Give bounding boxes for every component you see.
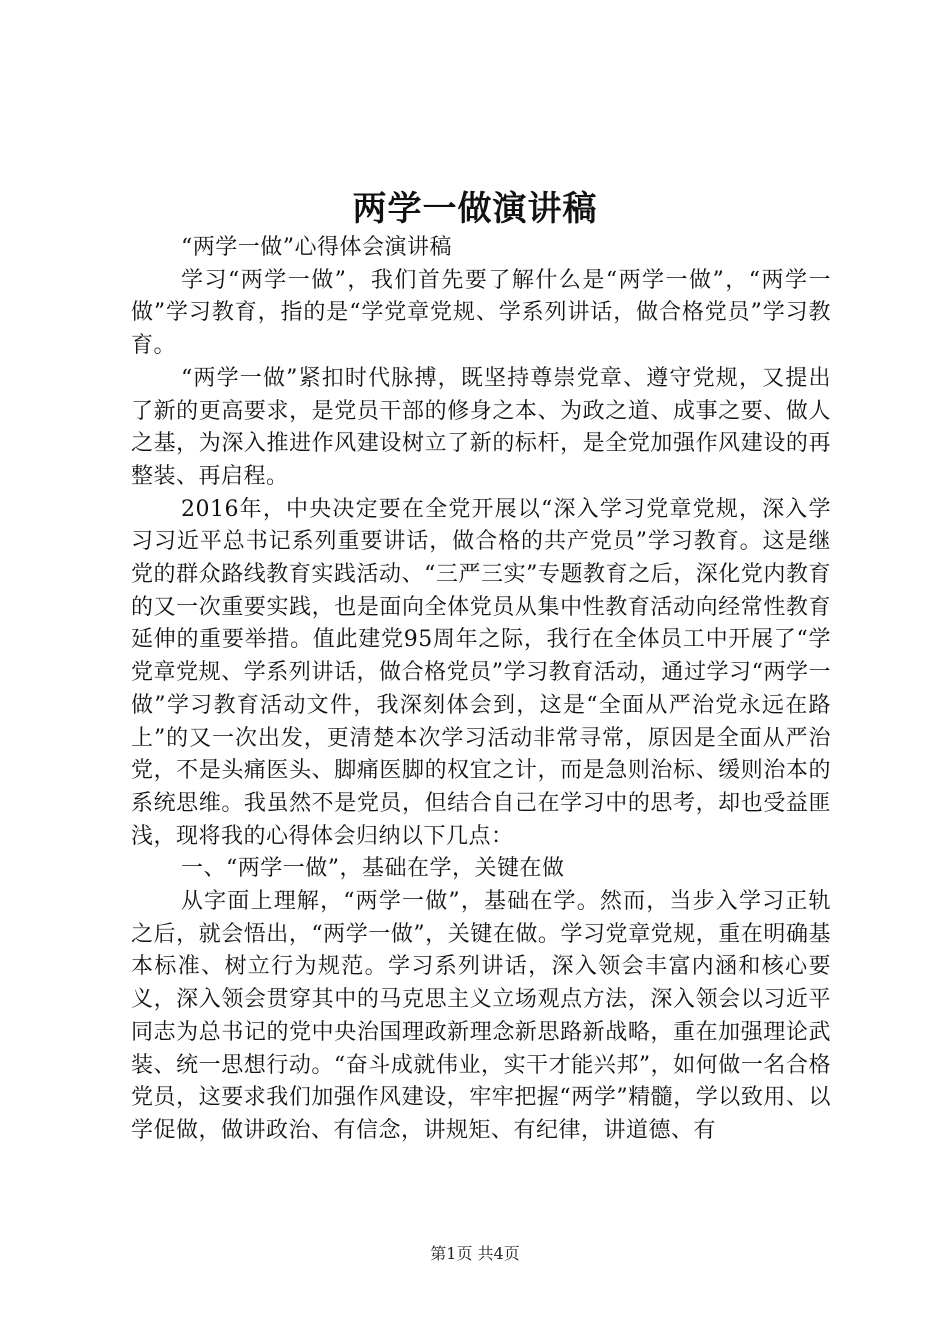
document-title: 两学一做演讲稿 xyxy=(352,189,598,229)
page-footer: 第1页 共4页 xyxy=(430,1244,520,1263)
paragraph: 从字面上理解，“两学一做”，基础在学。然而，当步入学习正轨之后，就会悟出，“两学一做”，关键在做。学习党章党规，重在明确基本标准、树立行为规范。学习系列讲话，深入领会丰富内涵和核心要义，深入领会贯穿其中的马克思主义立场观点方法，深入领会以习近平同志为总书记的党中央治国理政新理念新思路新战略，重在加强理论武装、统一思想行动。“奋斗成就伟业，实干才能兴邦”，如何做一名合格党员，这要求我们加强作风建设，牢牢把握“两学”精髓，学以致用、以学促做，做讲政治、有信念，讲规矩、有纪律，讲道德、有 xyxy=(131,889,831,1143)
document-body xyxy=(131,232,831,1148)
paragraph-subtitle: “两学一做”心得体会演讲稿 xyxy=(181,235,452,260)
paragraph: “两学一做”紧扣时代脉搏，既坚持尊崇党章、遵守党规，又提出了新的更高要求，是党员干部的修身之本、为政之道、成事之要、做人之基，为深入推进作风建设树立了新的标杆，是全党加强作风建设的再整装、再启程。 xyxy=(131,365,831,489)
section-heading: 一、“两学一做”，基础在学，关键在做 xyxy=(181,856,565,882)
paragraph: 2016年，中央决定要在全党开展以“深入学习党章党规，深入学习习近平总书记系列重要讲话，做合格的共产党员”学习教育。这是继党的群众路线教育实践活动、“三严三实”专题教育之后，深化党内教育的又一次重要实践，也是面向全体党员从集中性教育活动向经常性教育延伸的重要举措。值此建党95周年之际，我行在全体员工中开展了“学党章党规、学系列讲话，做合格党员”学习教育活动，通过学习“两学一做”学习教育活动文件，我深刻体会到，这是“全面从严治党永远在路上”的又一次出发，更清楚本次学习活动非常寻常，原因是全面从严治党，不是头痛医头、脚痛医脚的权宜之计，而是急则治标、缓则治本的系统思维。我虽然不是党员，但结合自己在学习中的思考，却也受益匪浅，现将我的心得体会归纳以下几点： xyxy=(131,496,831,849)
paragraph: 学习“两学一做”，我们首先要了解什么是“两学一做”，“两学一做”学习教育，指的是“学党章党规、学系列讲话，做合格党员”学习教育。 xyxy=(131,267,831,359)
